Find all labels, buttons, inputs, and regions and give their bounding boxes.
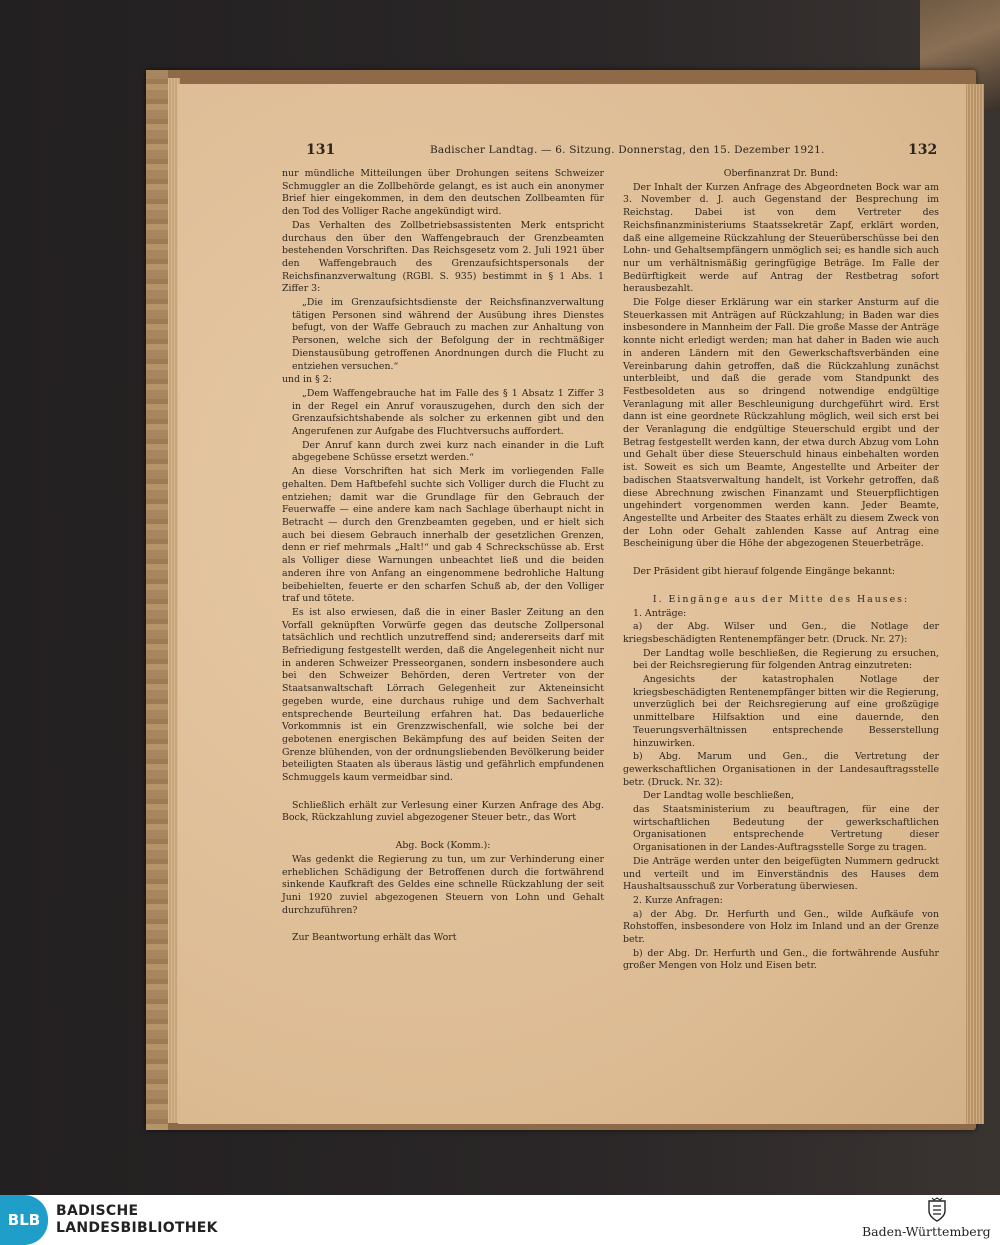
paragraph: und in § 2:: [282, 374, 332, 386]
paragraph: Es ist also erwiesen, daß die in einer Basler Zeitung an den Vorfall geknüpften Vorwürfe gegen das deutsche Zollpersonal tatsächlich und rechtlich unzutreffend sind; andererseits darf mit Befriedigung festgestellt werden, daß die Angelegenheit nicht nur in anderen Schweizer Presseorganen, sondern insbesondere auch bei den Schweizer Behörden, deren Vertreter von der Staatsanwaltschaft Lörrach Gelegenheit zur Akteneinsicht gegeben wurde, eine durchaus ruhige und dem Sachverhalt entsprechende Beurteilung erfahren hat. Das bedauerliche Vorkommnis ist ein Grenzzwischenfall, wie solche bei der gebotenen energischen Bekämpfung des auf beiden Seiten der Grenze blühenden, von der ordnungsliebenden Bevölkerung beider beteiligten Staaten als überaus lästig und gefährlich empfundenen Schmuggels kaum vermeidbar sind.: [282, 606, 604, 784]
book-spine-edge: [146, 70, 168, 1130]
quote-paragraph: Der Anruf kann durch zwei kurz nach einander in die Luft abgegebene Schüsse ersetzt werden.“: [292, 439, 604, 464]
paragraph: b) der Abg. Dr. Herfurth und Gen., die fortwährende Ausfuhr großer Mengen von Holz und Eisen betr.: [623, 947, 939, 972]
paragraph: nur mündliche Mitteilungen über Drohungen seitens Schweizer Schmuggler an die Zollbehörde gelangt, es ist auch ein anonymer Brief hier eingekommen, in dem den deutschen Zollbeamten für den Tod des Volliger Rache angekündigt wird.: [282, 168, 604, 218]
paragraph: a) der Abg. Wilser und Gen., die Notlage der kriegsbeschädigten Rentenempfänger betr. (Druck. Nr. 27):: [623, 621, 939, 645]
coat-of-arms-icon: [926, 1197, 948, 1223]
speaker-heading: Oberfinanzrat Dr. Bund:: [723, 168, 839, 179]
subsection-heading: 1. Anträge:: [633, 607, 687, 619]
blb-logo[interactable]: BLB: [0, 1195, 48, 1245]
paragraph: Die Anträge werden unter den beigefügten Nummern gedruckt und verteilt und im Einverständnis des Hauses dem Haushaltsausschuß zur Vorberatung überwiesen.: [623, 855, 939, 893]
page-stack-right-edge: [964, 84, 984, 1124]
quote-paragraph: das Staatsministerium zu beauftragen, für eine der wirtschaftlichen Bedeutung der gewerkschaftlichen Organisationen entsprechende Vertretung dieser Organisationen in der Landes-Auftragsstelle Sorge zu tragen.: [633, 804, 939, 854]
paragraph: An diese Vorschriften hat sich Merk im vorliegenden Falle gehalten. Dem Haftbefehl suchte sich Volliger durch die Flucht zu entziehen; damit war die Grundlage für den Gebrauch der Feuerwaffe — eine andere kam nach Sachlage überhaupt nicht in Betracht — durch den Grenzbeamten gegeben, und er hielt sich auch bei diesem Gebrauch innerhalb der gesetzlichen Grenzen, denn er rief mehrmals „Halt!“ und gab 4 Schreckschüsse ab. Erst als Volliger diese Warnungen unbeachtet ließ und die beiden anderen ihre von Anfang an eingenommene bedrohliche Haltung beibehielten, feuerte er den scharfen Schuß ab, der den Volliger traf und tötete.: [282, 466, 604, 605]
paragraph: Zur Beantwortung erhält das Wort: [292, 932, 457, 944]
quote-paragraph: Der Landtag wolle beschließen, die Regierung zu ersuchen, bei der Reichsregierung für folgenden Antrag einzutreten:: [633, 647, 939, 672]
quote-paragraph: „Dem Waffengebrauche hat im Falle des § 1 Absatz 1 Ziffer 3 in der Regel ein Anruf vorauszugehen, durch den sich der Grenzaufsichtshabende als solcher zu erkennen gibt und den Angerufenen zur Aufgabe des Fluchtversuchs auffordert.: [292, 387, 604, 438]
paragraph: b) Abg. Marum und Gen., die Vertretung der gewerkschaftlichen Organisationen in der Landesauftragsstelle betr. (Druck. Nr. 32):: [623, 751, 939, 788]
paragraph: Der Präsident gibt hierauf folgende Eingänge bekannt:: [633, 566, 896, 578]
subsection-heading: 2. Kurze Anfragen:: [633, 894, 723, 906]
right-text-column: [623, 168, 939, 974]
paragraph: Der Inhalt der Kurzen Anfrage des Abgeordneten Bock war am 3. November d. J. auch Gegenstand der Besprechung im Reichstag. Dabei ist von dem Vertreter des Reichsfinanzministeriums Staatssekretär Zapf, erklärt worden, daß eine allgemeine Rückzahlung der Steuerüberschüsse bei den Lohn- und Gehaltsempfängern unmöglich sei; es handle sich auch nur um verhältnismäßig geringfügige Beträge. Im Falle der Bedürftigkeit werde auf Antrag der Restbetrag sofort herausbezahlt.: [623, 181, 939, 295]
running-title: Badischer Landtag. — 6. Sitzung. Donnerstag, den 15. Dezember 1921.: [430, 144, 825, 156]
viewer-footer: [0, 1195, 1000, 1245]
section-heading: I. Eingänge aus der Mitte des Hauses:: [652, 593, 910, 605]
paragraph: Das Verhalten des Zollbetriebsassistenten Merk entspricht durchaus den über den Waffengebrauch der Grenzbeamten bestehenden Vorschriften. Das Reichsgesetz vom 2. Juli 1921 über den Waffengebrauch des Grenzaufsichtspersonals der Reichsfinanzverwaltung (RGBl. S. 935) bestimmt in § 1 Abs. 1 Ziffer 3:: [282, 219, 604, 295]
paragraph: Schließlich erhält zur Verlesung einer Kurzen Anfrage des Abg. Bock, Rückzahlung zuviel abgezogener Steuer betr., das Wort: [282, 799, 604, 824]
page-header: [178, 142, 966, 162]
quote-paragraph: Der Landtag wolle beschließen,: [643, 790, 794, 802]
state-logo-text[interactable]: Baden-Württemberg: [862, 1224, 991, 1239]
left-text-column: [282, 168, 604, 946]
speaker-heading: Abg. Bock (Komm.):: [395, 840, 491, 852]
paragraph: Die Folge dieser Erklärung war ein starker Ansturm auf die Steuerkassen mit Anträgen auf Rückzahlung; in Baden war dies insbesondere in Mannheim der Fall. Die große Masse der Anträge konnte nicht erledigt werden; man hat daher in Baden wie auch in anderen Ländern mit den Gewerkschaftsverbänden eine Vereinbarung dahin getroffen, daß die Rückzahlung zunächst unterbleibt, und daß die gerade vom Standpunkt des Festbesoldeten aus so dringend notwendige endgültige Veranlagung mit aller Beschleunigung durchgeführt wird. Erst dann ist eine geordnete Rückzahlung möglich, weil sich erst bei der Veranlagung die endgültige Steuerschuld ergibt und der Betrag festgestellt werden kann, der etwa durch Abzug vom Lohn und Gehalt über diese Steuerschuld hinaus einbehalten worden ist. Soweit es sich um Beamte, Angestellte und Arbeiter der badischen Staatsverwaltung handelt, ist Vorkehr getroffen, daß diese Abrechnung zwischen Finanzamt und Steuerpflichtigen ungehindert vorgenommen werden kann. Jeder Beamte, Angestellte und Arbeiter des Staates erhält zu diesem Zweck von der Lohn oder Gehalt zahlenden Kasse auf Antrag eine Bescheinigung über die Höhe der abgezogenen Steuerbeträge.: [623, 297, 939, 550]
paragraph: Was gedenkt die Regierung zu tun, um zur Verhinderung einer erheblichen Schädigung der Betroffenen durch die fortwährend sinkende Kaufkraft des Geldes eine schnelle Rückzahlung der seit Juni 1920 zuviel abgezogenen Steuern von Lohn und Gehalt durchzuführen?: [282, 853, 604, 916]
paragraph: a) der Abg. Dr. Herfurth und Gen., wilde Aufkäufe von Rohstoffen, insbesondere von Holz im Inland und an der Grenze betr.: [623, 908, 939, 946]
quote-paragraph: „Die im Grenzaufsichtsdienste der Reichsfinanzverwaltung tätigen Personen sind während der Ausübung ihres Dienstes befugt, von der Waffe Gebrauch zu machen zur Anhaltung von Personen, welche sich der Befolgung der in rechtmäßiger Dienstausübung getroffenen Anordnungen durch die Flucht zu entziehen versuchen.“: [292, 297, 604, 372]
library-name-line2: LANDESBIBLIOTHEK: [56, 1220, 218, 1236]
document-page: [178, 84, 966, 1124]
page-number-left: 131: [306, 142, 336, 158]
quote-paragraph: Angesichts der katastrophalen Notlage der kriegsbeschädigten Rentenempfänger bitten wir die Regierung, unverzüglich bei der Reichsregierung auf eine großzügige unmittelbare Hilfsaktion und eine dauernde, den Teuerungsverhältnissen entsprechende Besserstellung hinzuwirken.: [633, 674, 939, 749]
library-name[interactable]: [56, 1203, 218, 1237]
page-number-right: 132: [908, 142, 938, 158]
library-name-line1: BADISCHE: [56, 1203, 139, 1219]
